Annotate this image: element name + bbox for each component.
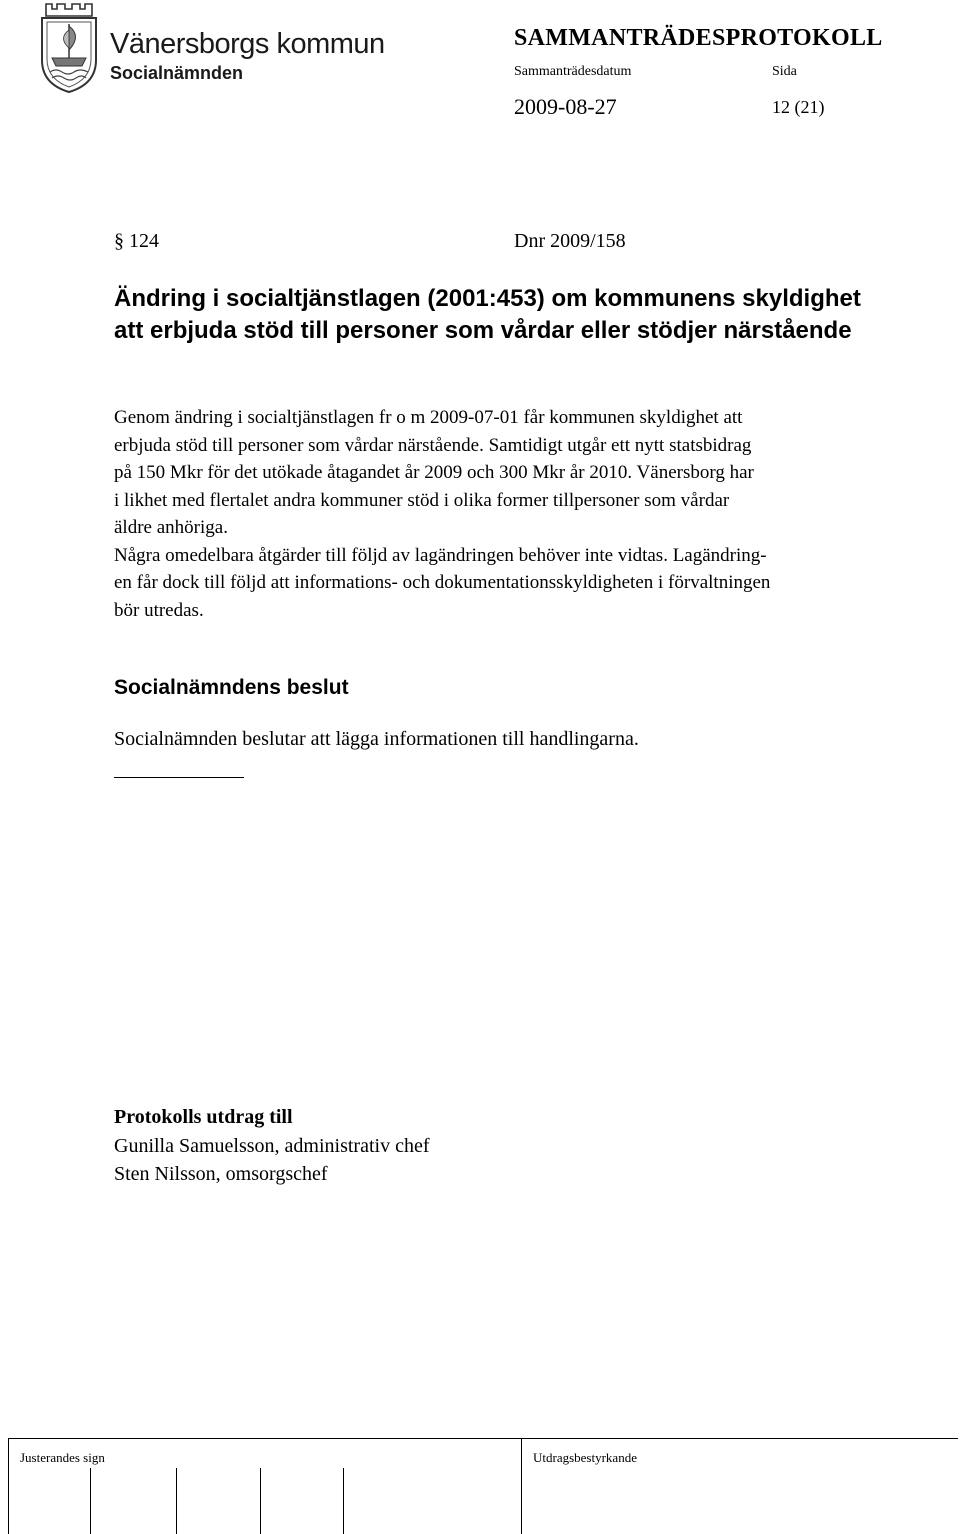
decision-heading: Socialnämndens beslut	[114, 676, 349, 699]
signature-box-divider	[90, 1468, 91, 1534]
document-type: SAMMANTRÄDESPROTOKOLL	[514, 25, 883, 51]
city-coat-of-arms-ship-icon	[38, 2, 100, 94]
footer-box-border	[8, 1438, 9, 1534]
body-line: Några omedelbara åtgärder till följd av lagändringen behöver inte vidtas. Lagändring-	[114, 544, 767, 566]
footer-box-border	[521, 1438, 522, 1534]
case-body-text	[114, 404, 944, 624]
page-label: Sida	[772, 64, 797, 79]
body-line: i likhet med flertalet andra kommuner stöd i olika former tillpersoner som vårdar	[114, 489, 730, 511]
body-line: erbjuda stöd till personer som vårdar närstående. Samtidigt utgår ett nytt statsbidrag	[114, 434, 752, 456]
body-line: på 150 Mkr för det utökade åtagandet år 2009 och 300 Mkr år 2010. Vänersborg har	[114, 462, 754, 483]
footer-divider	[8, 1438, 958, 1439]
distribution-heading: Protokolls utdrag till	[114, 1106, 293, 1128]
extract-certification-label: Utdragsbestyrkande	[533, 1450, 637, 1465]
meeting-date: 2009-08-27	[514, 94, 617, 119]
meeting-date-label: Sammanträdesdatum	[514, 64, 632, 79]
body-line: Genom ändring i socialtjänstlagen fr o m 2009-07-01 får kommunen skyldighet att	[114, 407, 743, 428]
page-number: 12 (21)	[772, 97, 825, 117]
signature-box-divider	[260, 1468, 261, 1534]
body-line: äldre anhöriga.	[114, 517, 228, 538]
paragraph-number: § 124	[114, 230, 159, 252]
case-number: Dnr 2009/158	[514, 230, 626, 252]
section-end-divider	[114, 777, 244, 778]
signature-box-divider	[176, 1468, 177, 1534]
signature-label: Justerandes sign	[20, 1450, 105, 1465]
case-title: Ändring i socialtjänstlagen (2001:453) om kommunens skyldighet att erbjuda stöd till personer som vårdar eller stödjer närstående	[114, 285, 861, 344]
department-name: Socialnämnden	[110, 63, 244, 83]
distribution-recipient: Gunilla Samuelsson, administrativ chef	[114, 1135, 430, 1157]
distribution-recipient: Sten Nilsson, omsorgschef	[114, 1163, 328, 1185]
organization-name: Vänersborgs kommun	[110, 28, 385, 60]
body-line: bör utredas.	[114, 599, 204, 621]
signature-box-divider	[343, 1468, 344, 1534]
decision-text: Socialnämnden beslutar att lägga informationen till handlingarna.	[114, 728, 639, 750]
body-line: en får dock till följd att informations- och dokumentationsskyldigheten i förvaltningen	[114, 572, 771, 593]
distribution-list	[114, 1132, 430, 1188]
